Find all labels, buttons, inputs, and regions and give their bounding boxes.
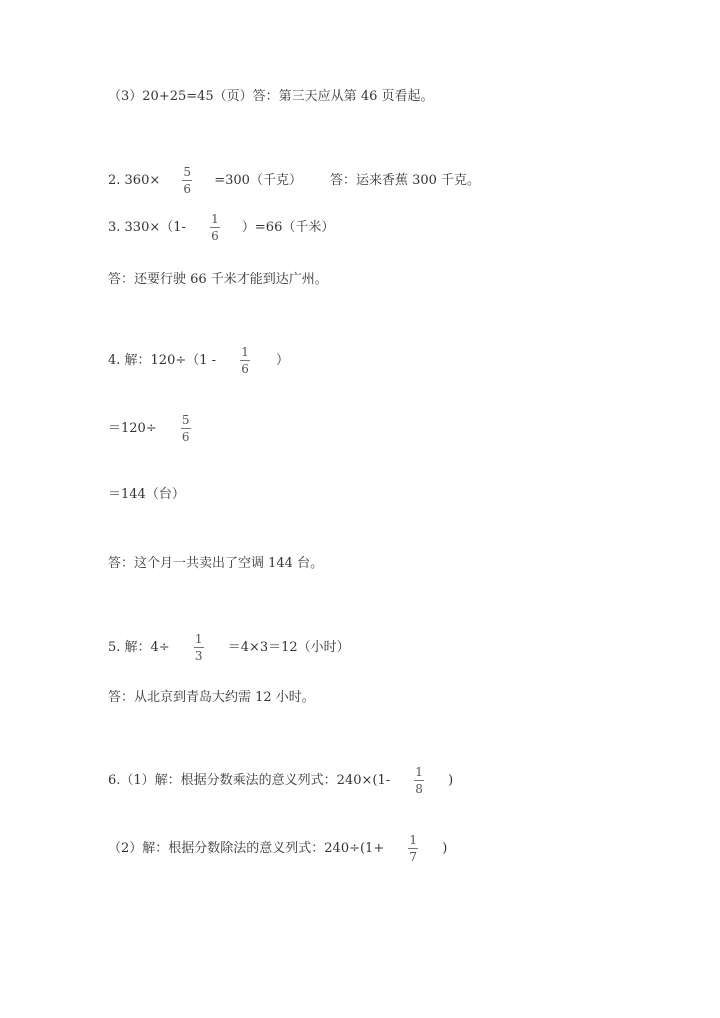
fraction-bar (194, 647, 204, 648)
expression-pre: 6.（1）解：根据分数乘法的意义列式：240×(1- (108, 772, 391, 788)
expression-pre: 2. 360× (108, 172, 161, 188)
expression-pre: ＝120÷ (108, 420, 157, 436)
expression-post: ） (276, 352, 290, 368)
denominator: 6 (181, 430, 190, 444)
denominator: 6 (183, 182, 192, 196)
numerator: 5 (183, 165, 192, 179)
denominator: 6 (241, 362, 249, 376)
denominator: 7 (409, 850, 418, 864)
fraction (414, 765, 424, 796)
answer-line-3 (108, 212, 334, 243)
fraction (194, 632, 204, 663)
expression-post: ＝4×3＝12（小时） (227, 639, 350, 655)
answer-line-6-1 (108, 765, 453, 796)
expression-post: ) (442, 840, 448, 856)
answer-line-5 (108, 632, 350, 663)
expression-pre: 4. 解：120÷（1 - (108, 352, 217, 368)
expression-pre: 3. 330×（1- (108, 219, 186, 235)
numerator: 1 (211, 212, 219, 226)
answer-line-2 (108, 165, 480, 196)
fraction (210, 212, 220, 243)
expression-post: =300（千克） (214, 172, 302, 188)
fraction-bar (182, 180, 192, 181)
numerator: 1 (241, 345, 249, 359)
denominator: 3 (194, 649, 203, 663)
expression-post: ）=66（千米） (241, 219, 335, 235)
numerator: 1 (194, 632, 203, 646)
fraction (240, 345, 250, 376)
numerator: 5 (181, 413, 190, 427)
expression-post: ) (448, 772, 454, 788)
denominator: 6 (211, 229, 219, 243)
fraction (408, 833, 418, 864)
answer-line-4-step2 (108, 486, 185, 504)
answer-line-3-3 (108, 88, 434, 106)
fraction-bar (181, 428, 191, 429)
answer-text: （3）20+25=45（页）答：第三天应从第 46 页看起。 (108, 89, 434, 104)
answer-line-5-result (108, 689, 315, 707)
fraction-bar (414, 780, 424, 781)
answer-line-3-result (108, 271, 328, 289)
fraction-bar (210, 227, 220, 228)
answer-text: 答：这个月一共卖出了空调 144 台。 (108, 556, 324, 571)
answer-text: 答：从北京到青岛大约需 12 小时。 (108, 690, 315, 705)
expression-pre: 5. 解：4÷ (108, 639, 170, 655)
fraction (182, 165, 192, 196)
answer-line-6-2 (108, 833, 447, 864)
denominator: 8 (415, 782, 423, 796)
fraction-bar (408, 848, 418, 849)
answer-text: 答：还要行驶 66 千米才能到达广州。 (108, 272, 328, 287)
numerator: 1 (415, 765, 423, 779)
fraction-bar (240, 360, 250, 361)
fraction (181, 413, 191, 444)
answer-line-4-result (108, 555, 323, 573)
answer-line-4 (108, 345, 289, 376)
expression-pre: （2）解：根据分数除法的意义列式：240÷(1+ (108, 840, 385, 856)
numerator: 1 (409, 833, 418, 847)
answer-text: ＝144（台） (108, 487, 185, 502)
answer-text: 答：运来香蕉 300 千克。 (329, 172, 481, 188)
answer-line-4-step1 (108, 413, 193, 444)
